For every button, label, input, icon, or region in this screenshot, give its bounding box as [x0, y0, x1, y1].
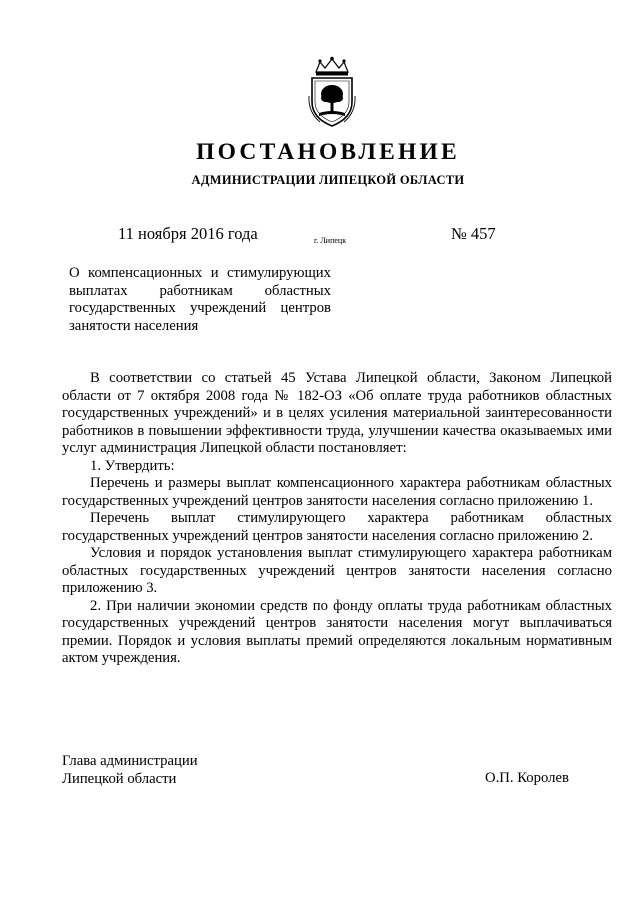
- body-paragraph: 2. При наличии экономии средств по фонду оплаты труда работникам областных государственных учреждений центров занятости населения могут выплачиваться премии. Порядок и условия выплаты премий определяются локальным нормативным актом учреждения.: [62, 597, 612, 666]
- document-date: 11 ноября 2016 года: [118, 224, 258, 243]
- document-subtitle: АДМИНИСТРАЦИИ ЛИПЕЦКОЙ ОБЛАСТИ: [191, 173, 465, 187]
- signature-position-line: Глава администрации: [62, 753, 198, 769]
- signature-position-line: Липецкой области: [62, 770, 177, 787]
- document-city: г. Липецк: [314, 236, 347, 245]
- body-paragraph: В соответствии со статьей 45 Устава Липецкой области, Законом Липецкой области от 7 октября 2008 года № 182-ОЗ «Об оплате труда работников областных государственных учреждений» и в целях усиления материальной заинтересованности работников в повышении эффективности труда, улучшении качества оказываемых ими услуг администрация Липецкой области постановляет:: [62, 370, 612, 456]
- body-paragraph: Перечень выплат стимулирующего характера работникам областных государственных учреждений центров занятости населения согласно приложению 2.: [62, 510, 612, 544]
- signature-position: [62, 753, 198, 788]
- document-subject: О компенсационных и стимулирующих выплатах работникам областных государственных учреждений центров занятости населения: [69, 265, 331, 334]
- body-paragraph: 1. Утвердить:: [90, 457, 175, 474]
- document-body: [62, 370, 612, 668]
- document-title: ПОСТАНОВЛЕНИЕ: [196, 139, 460, 165]
- document-number: № 457: [451, 224, 496, 243]
- body-paragraph: Перечень и размеры выплат компенсационного характера работникам областных государственных учреждений центров занятости населения согласно приложению 1.: [62, 475, 612, 509]
- body-paragraph: Условия и порядок установления выплат стимулирующего характера работникам областных государственных учреждений центров занятости населения согласно приложению 3.: [62, 545, 612, 596]
- lipetsk-coat-of-arms-icon: [306, 56, 358, 128]
- signature-name: О.П. Королев: [485, 770, 569, 786]
